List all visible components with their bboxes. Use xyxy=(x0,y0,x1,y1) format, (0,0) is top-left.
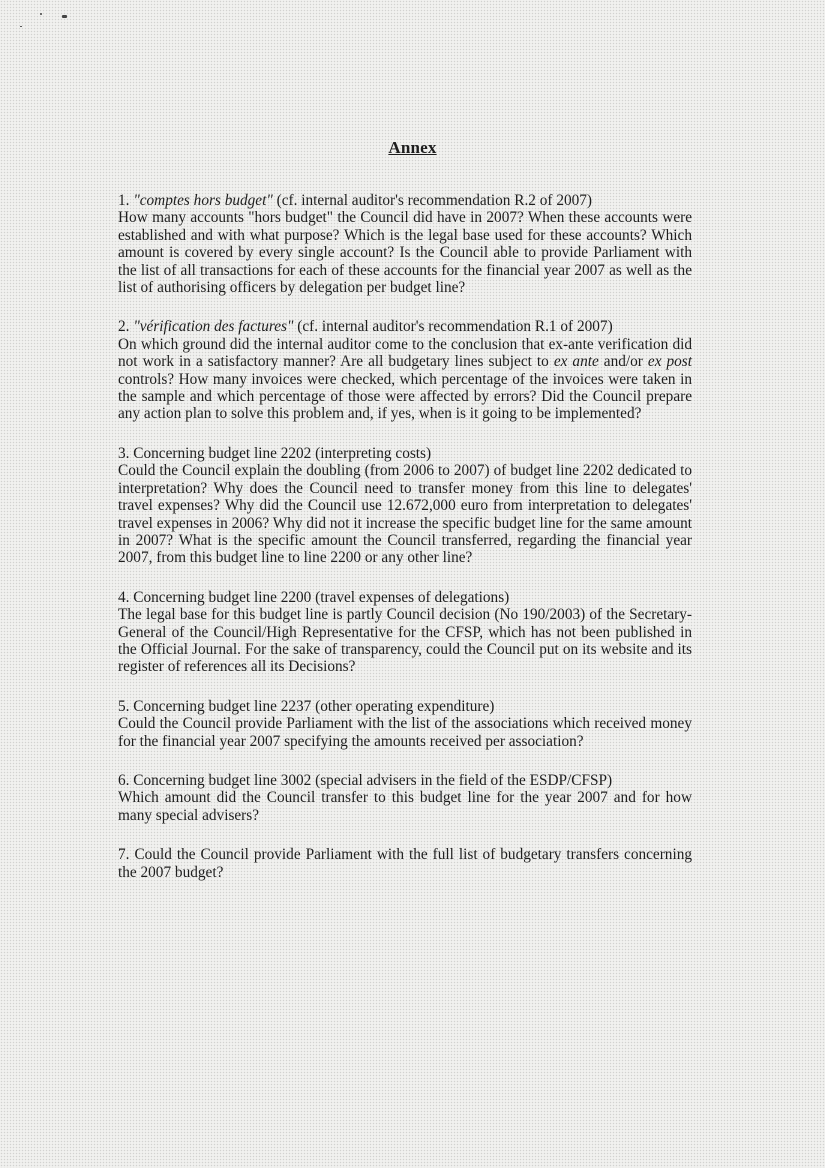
item-4-heading: 4. Concerning budget line 2200 (travel expenses of delegations) xyxy=(118,588,510,606)
item-2-heading-italic: "vérification des factures" xyxy=(133,318,294,336)
annex-item-2 xyxy=(118,318,692,422)
item-7-body: 7. Could the Council provide Parliament with the full list of budgetary transfers concerning the 2007 budget? xyxy=(118,846,692,881)
item-2-body-italic2: ex post xyxy=(647,353,693,371)
item-2-body-part2: and/or xyxy=(598,353,648,371)
item-2-body-italic1: ex ante xyxy=(553,353,599,371)
scan-speck xyxy=(20,26,22,27)
item-6-body: Which amount did the Council transfer to this budget line for the year 2007 and for how many special advisers? xyxy=(118,789,692,824)
item-2-body-part1: On which ground did the internal auditor come to the conclusion that ex-ante verification did not work in a satisfactory manner? Are all budgetary lines subject to xyxy=(118,335,692,371)
item-1-heading-rest: (cf. internal auditor's recommendation R.2 of 2007) xyxy=(272,192,593,209)
item-1-heading xyxy=(118,192,692,209)
item-2-body xyxy=(118,336,692,423)
item-3-heading: 3. Concerning budget line 2202 (interpreting costs) xyxy=(118,444,432,462)
item-1-body: How many accounts "hors budget" the Council did have in 2007? When these accounts were established and with what purpose? Which is the legal base used for these accounts? Which amount is covered by every single account? Is the Council able to provide Parliament with the list of all transactions for each of these accounts for the financial year 2007 as well as the list of authorising officers by delegation per budget line? xyxy=(118,209,692,297)
scan-speck xyxy=(62,15,67,18)
item-5-heading: 5. Concerning budget line 2237 (other operating expenditure) xyxy=(118,697,495,715)
item-3-body: Could the Council explain the doubling (from 2006 to 2007) of budget line 2202 dedicated to interpretation? Why does the Council need to transfer money from this line to delegates' travel expenses? Why did the Council use 12.672,000 euro from interpretation to delegates' travel expenses in 2006? Why did not it increase the specific budget line for the same amount in 2007? What is the specific amount the Council transferred, regarding the financial year 2007, from this budget line to line 2200 or any other line? xyxy=(118,462,692,567)
item-1-heading-italic: "comptes hors budget" xyxy=(133,192,273,209)
annex-item-5 xyxy=(118,698,692,750)
item-2-body-part3: controls? How many invoices were checked, which percentage of the invoices were taken in the sample and which percentage of those were affected by errors? Did the Council prepare any action plan to solve this problem and, if yes, when is it going to be implemented? xyxy=(118,370,692,423)
annex-content xyxy=(118,192,692,903)
item-4-body: The legal base for this budget line is partly Council decision (No 190/2003) of the Secretary-General of the Council/High Representative for the CFSP, which has not been published in the Official Journal. For the sake of transparency, could the Council put on its website and its register of references all its Decisions? xyxy=(118,606,692,676)
annex-item-1 xyxy=(118,192,692,296)
annex-item-7 xyxy=(118,846,692,881)
annex-title: Annex xyxy=(388,138,437,157)
annex-item-6 xyxy=(118,772,692,824)
item-2-heading-rest: (cf. internal auditor's recommendation R.1 of 2007) xyxy=(293,318,613,336)
item-2-number: 2. xyxy=(118,318,130,336)
item-5-body: Could the Council provide Parliament with the list of the associations which received money for the financial year 2007 specifying the amounts received per association? xyxy=(118,715,692,750)
annex-item-3 xyxy=(118,445,692,567)
annex-item-4 xyxy=(118,589,692,676)
item-6-heading: 6. Concerning budget line 3002 (special advisers in the field of the ESDP/CFSP) xyxy=(118,771,613,789)
item-1-number: 1. xyxy=(118,192,130,209)
scan-speck xyxy=(40,13,42,15)
item-2-heading xyxy=(118,318,692,335)
